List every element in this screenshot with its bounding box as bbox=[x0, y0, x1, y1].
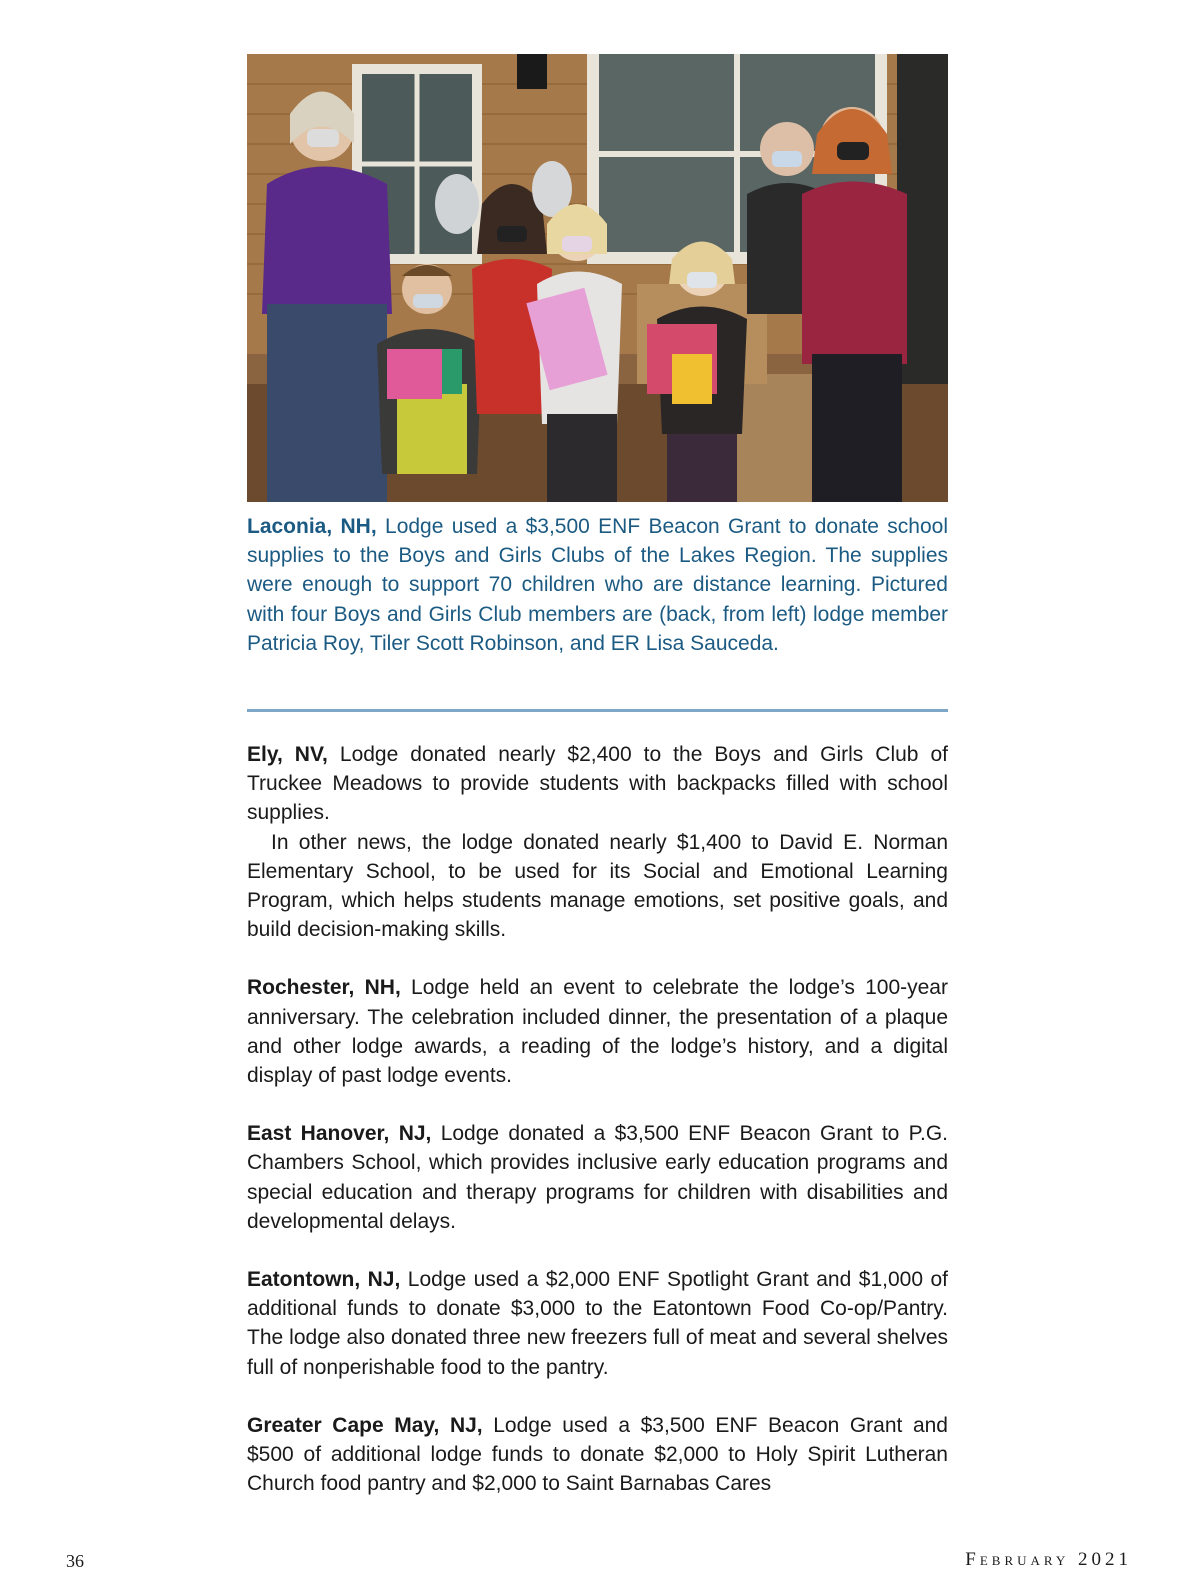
photo-caption bbox=[247, 512, 948, 658]
divider bbox=[247, 709, 948, 712]
article-rochester bbox=[247, 973, 948, 1090]
article-location: East Hanover, NJ, bbox=[247, 1122, 432, 1146]
issue-date: February 2021 bbox=[965, 1549, 1132, 1570]
caption-text: Lodge used a $3,500 ENF Beacon Grant to donate school supplies to the Boys and Girls Clubs of the Lakes Region. The supplies were enough to support 70 children who are distance learning. Pictured with four Boys and Girls Club members are (back, from left) lodge member Patricia Roy, Tiler Scott Robinson, and ER Lisa Sauceda. bbox=[247, 515, 948, 655]
article-text: Lodge donated a $3,500 ENF Beacon Grant to P.G. Chambers School, which provides inclusive early education programs and special education and therapy programs for children with disabilities and developmental delays. bbox=[247, 1122, 948, 1233]
article-text: Lodge held an event to celebrate the lodge’s 100-year anniversary. The celebration included dinner, the presentation of a plaque and other lodge awards, a reading of the lodge’s history, and a digital display of past lodge events. bbox=[247, 976, 948, 1088]
photo-illustration bbox=[247, 54, 948, 502]
article-column bbox=[247, 740, 948, 1527]
article-east-hanover bbox=[247, 1119, 948, 1236]
article-text: Lodge donated nearly $2,400 to the Boys and Girls Club of Truckee Meadows to provide students with backpacks filled with school supplies. bbox=[247, 743, 948, 825]
article-location: Greater Cape May, NJ, bbox=[247, 1413, 483, 1437]
article-location: Ely, NV, bbox=[247, 743, 328, 766]
article-location: Eatontown, NJ, bbox=[247, 1268, 401, 1292]
page-number: 36 bbox=[66, 1551, 84, 1571]
article-eatontown bbox=[247, 1265, 948, 1382]
article-text: Lodge used a $2,000 ENF Spotlight Grant and $1,000 of additional funds to donate $3,000 to the Eatontown Food Co-op/Pantry. The lodge also donated three new freezers full of meat and several shelves full of nonperishable food to the pantry. bbox=[247, 1268, 948, 1379]
article-location: Rochester, NH, bbox=[247, 976, 401, 1000]
caption-location: Laconia, NH, bbox=[247, 515, 377, 538]
article-continuation: In other news, the lodge donated nearly $1,400 to David E. Norman Elementary School, to be used for its Social and Emotional Learning Program, which helps students manage emotions, set positive goals, and build decision-making skills. bbox=[247, 830, 948, 942]
article-text: Lodge used a $3,500 ENF Beacon Grant and $500 of additional lodge funds to donate $2,000 to Holy Spirit Lutheran Church food pantry and $2,000 to Saint Barnabas Cares bbox=[247, 1413, 948, 1496]
group-photo bbox=[247, 54, 948, 502]
article-ely bbox=[247, 740, 948, 944]
article-greater-cape-may bbox=[247, 1411, 948, 1499]
